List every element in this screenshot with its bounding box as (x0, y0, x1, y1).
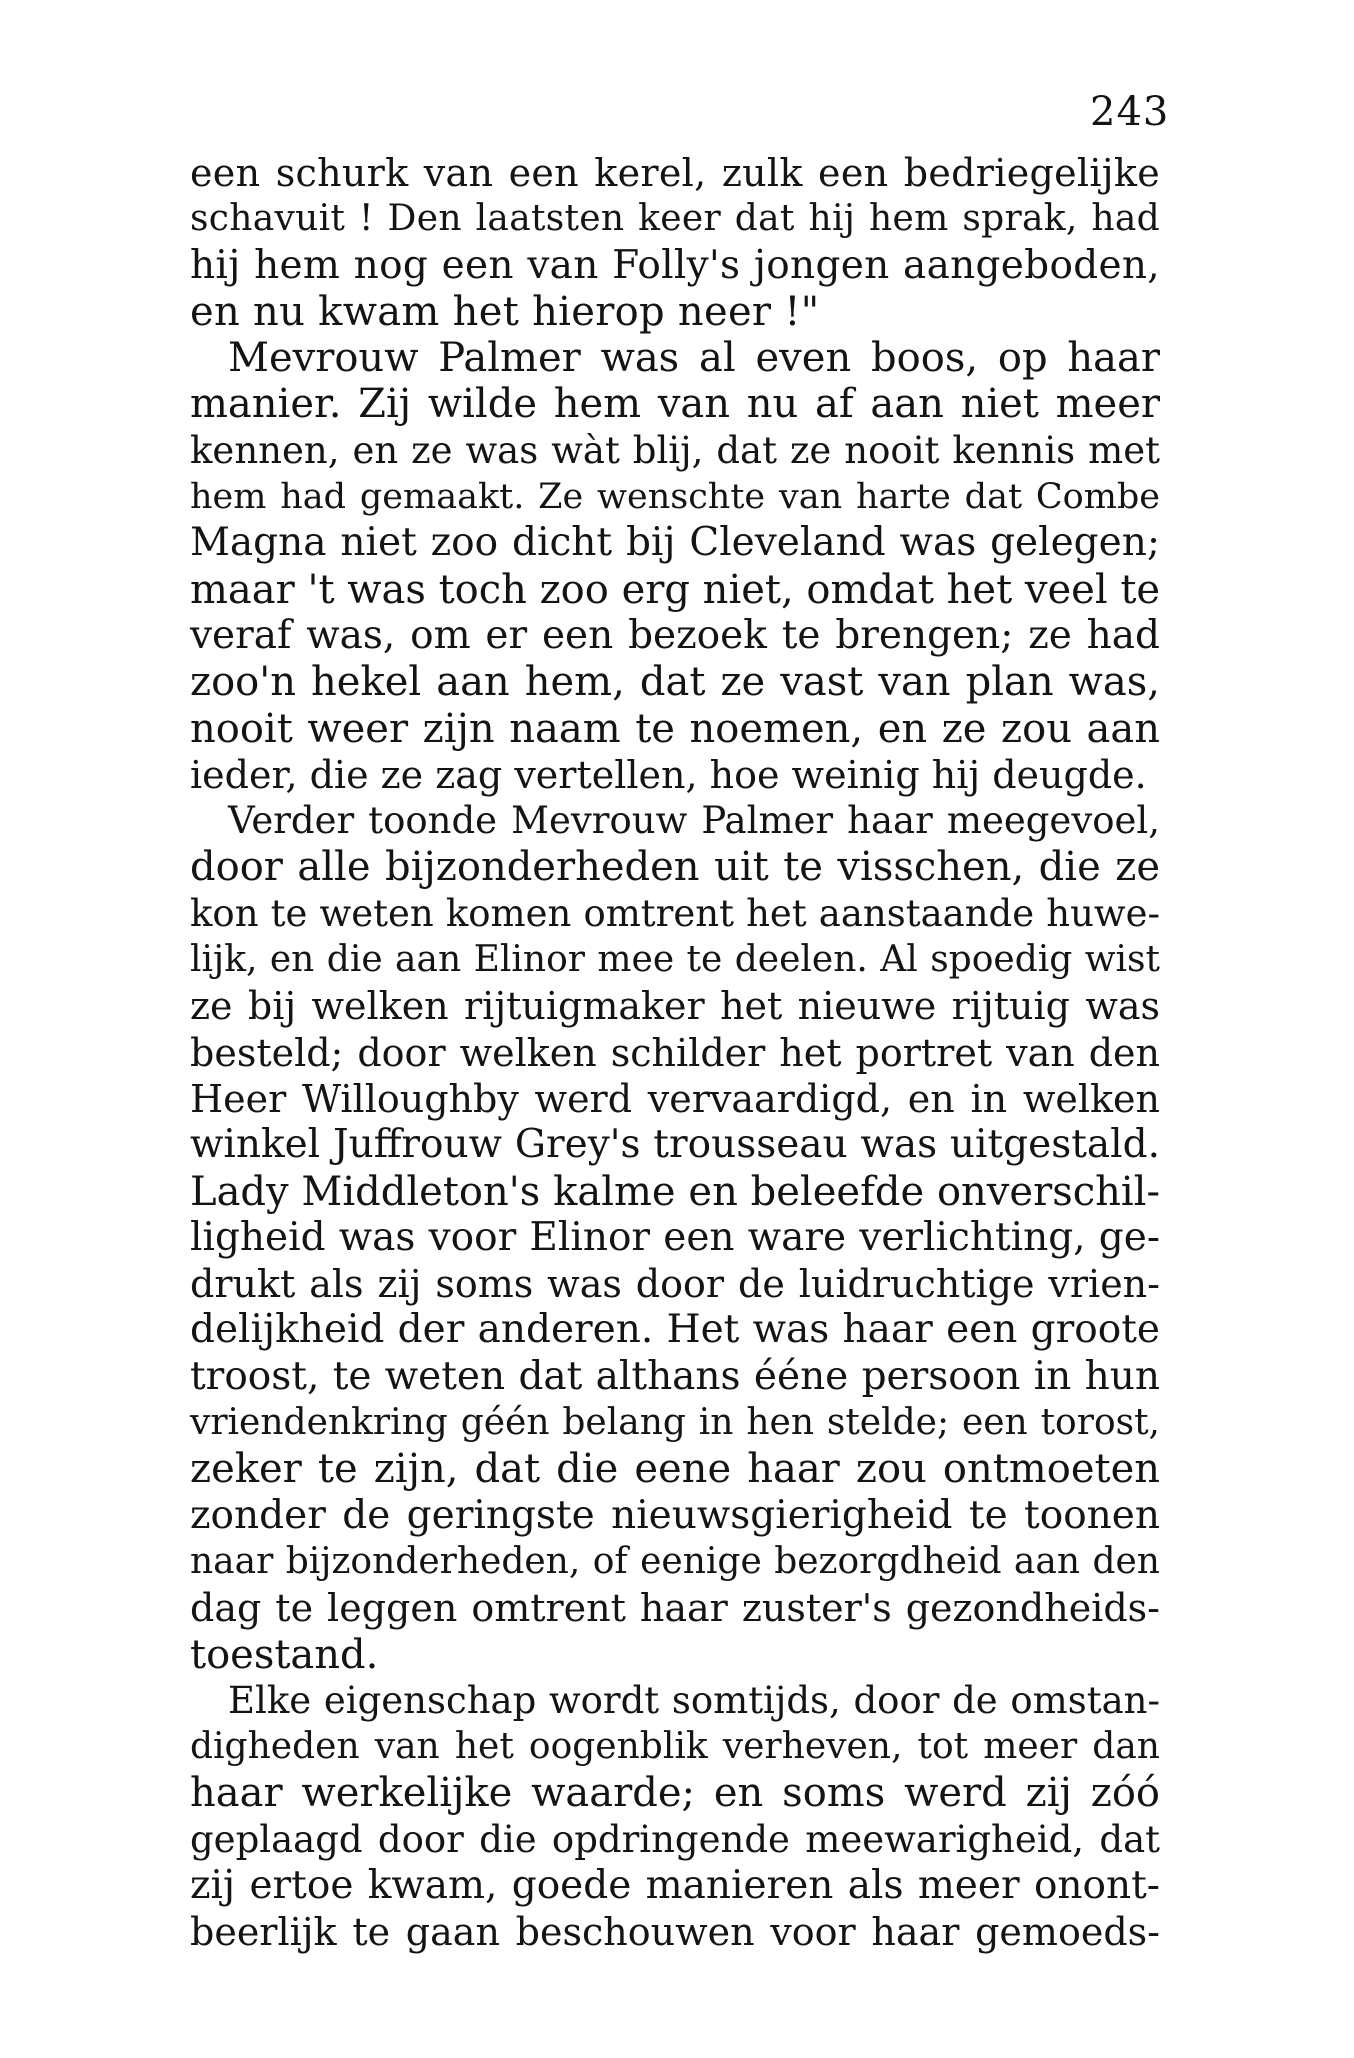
text-line: zeker te zijn, dat die eene haar zou ontmoeten (190, 1446, 1160, 1493)
text-line: Mevrouw Palmer was al even boos, op haar (228, 335, 1160, 382)
text-line: dag te leggen omtrent haar zuster's gezondheids- (190, 1586, 1160, 1631)
text-line: Lady Middleton's kalme en beleefde onverschil- (190, 1168, 1160, 1215)
text-line: hij hem nog een van Folly's jongen aangeboden, (190, 242, 1160, 288)
text-line: manier. Zij wilde hem van nu af aan niet meer (190, 381, 1160, 428)
page-number: 243 (1090, 89, 1170, 135)
text-line: kennen, en ze was wàt blij, dat ze nooit kennis met (190, 428, 1160, 472)
text-line: Verder toonde Mevrouw Palmer haar meegevoel, (228, 799, 1160, 843)
text-line: door alle bijzonderheden uit te visschen, die ze (190, 844, 1160, 891)
text-line: zoo'n hekel aan hem, dat ze vast van plan was, (190, 659, 1160, 706)
text-line: nooit weer zijn naam te noemen, en ze zou aan (190, 705, 1160, 752)
text-line: maar 't was toch zoo erg niet, omdat het veel te (190, 566, 1161, 613)
text-line: veraf was, om er een bezoek te brengen; ze had (190, 612, 1160, 658)
text-line: en nu kwam het hierop neer !" (190, 288, 820, 335)
text-line: Heer Willoughby werd vervaardigd, en in welken (190, 1076, 1160, 1121)
text-line: beerlijk te gaan beschouwen voor haar gemoeds- (190, 1910, 1160, 1955)
text-line: geplaagd door die opdringende meewarigheid, dat (190, 1817, 1160, 1861)
text-line: kon te weten komen omtrent het aanstaande huwe- (190, 891, 1160, 935)
text-line: vriendenkring géén belang in hen stelde; een torost, (190, 1402, 1160, 1444)
text-line: troost, te weten dat althans ééne persoon in hun (190, 1353, 1160, 1399)
text-line: digheden van het oogenblik verheven, tot meer dan (190, 1726, 1160, 1768)
text-line: toestand. (190, 1631, 379, 1678)
text-line: Elke eigenschap wordt somtijds, door de omstan- (228, 1678, 1160, 1722)
text-line: ligheid was voor Elinor een ware verlichting, ge- (190, 1214, 1160, 1260)
text-line: ieder, die ze zag vertellen, hoe weinig hij deugde. (190, 752, 1147, 797)
text-line: zonder de geringste nieuwsgierigheid te toonen (190, 1492, 1160, 1538)
text-line: delijkheid der anderen. Het was haar een groote (190, 1307, 1160, 1353)
text-line: winkel Juffrouw Grey's trousseau was uitgestald. (190, 1122, 1160, 1168)
body-text (190, 150, 1160, 1956)
text-line: lijk, en die aan Elinor mee te deelen. Al spoedig wist (190, 939, 1160, 981)
text-line: schavuit ! Den laatsten keer dat hij hem sprak, had (190, 198, 1160, 240)
text-line: zij ertoe kwam, goede manieren als meer onont- (190, 1862, 1160, 1908)
text-line: drukt als zij soms was door de luidruchtige vrien- (190, 1262, 1160, 1307)
text-line: haar werkelijke waarde; en soms werd zij zóó (190, 1770, 1160, 1817)
text-line: Magna niet zoo dicht bij Cleveland was gelegen; (190, 520, 1160, 566)
text-line: een schurk van een kerel, zulk een bedriegelijke (190, 151, 1160, 195)
text-line: naar bijzonderheden, of eenige bezorgdheid aan den (190, 1540, 1160, 1582)
text-line: hem had gemaakt. Ze wenschte van harte dat Combe (190, 477, 1160, 518)
text-line: besteld; door welken schilder het portret van den (190, 1030, 1160, 1075)
text-line: ze bij welken rijtuigmaker het nieuwe rijtuig was (190, 984, 1160, 1029)
